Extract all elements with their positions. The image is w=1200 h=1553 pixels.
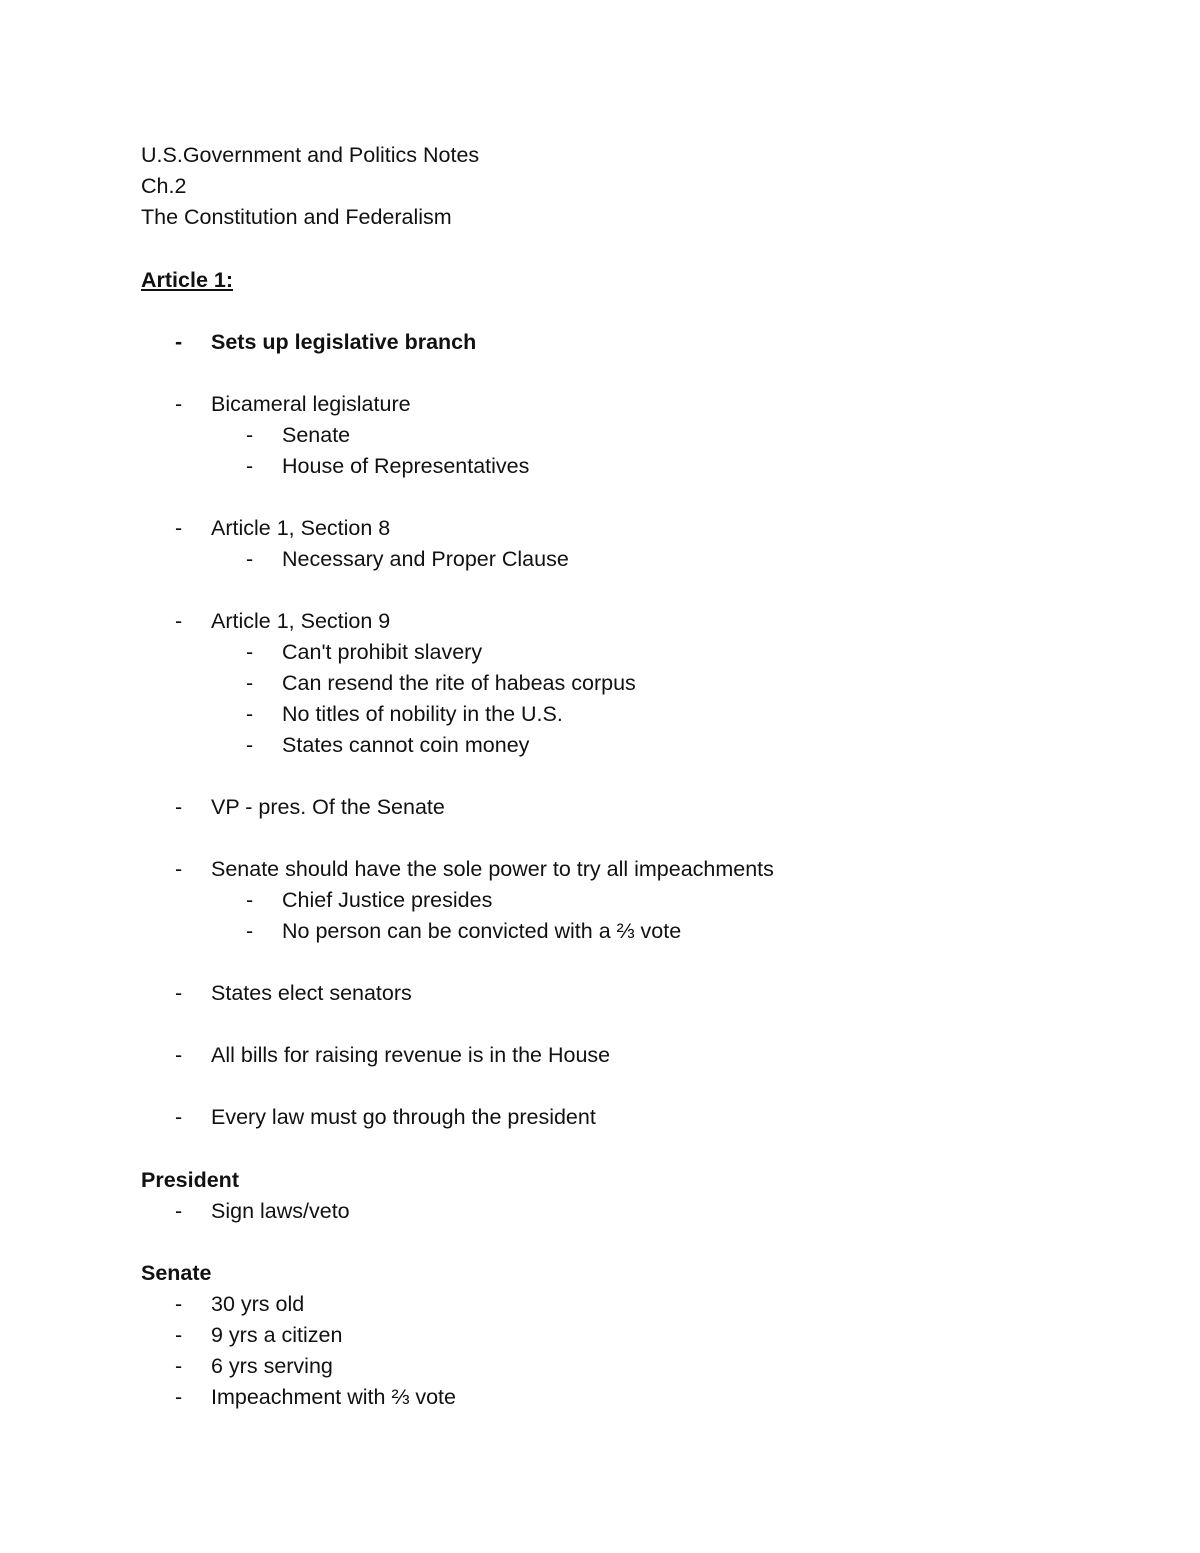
bullet-dash: - xyxy=(175,1354,183,1378)
president-heading: President xyxy=(141,1168,239,1192)
list-item: Senate should have the sole power to try all impeachments xyxy=(211,857,774,881)
sub-list-item: No titles of nobility in the U.S. xyxy=(282,702,563,726)
sub-list-item: House of Representatives xyxy=(282,454,530,478)
bullet-dash: - xyxy=(175,609,183,633)
sub-list-item: Chief Justice presides xyxy=(282,888,493,912)
bullet-dash: - xyxy=(175,981,183,1005)
bullet-dash: - xyxy=(246,640,254,664)
list-item: Sign laws/veto xyxy=(211,1199,350,1223)
sub-list-item: Necessary and Proper Clause xyxy=(282,547,569,571)
list-item: Bicameral legislature xyxy=(211,392,411,416)
chapter-label: Ch.2 xyxy=(141,174,187,198)
bullet-dash: - xyxy=(246,733,254,757)
bullet-dash: - xyxy=(246,919,254,943)
bullet-dash: - xyxy=(246,888,254,912)
bullet-dash: - xyxy=(175,392,183,416)
document-title: U.S.Government and Politics Notes xyxy=(141,143,480,167)
sub-list-item: States cannot coin money xyxy=(282,733,530,757)
bullet-dash: - xyxy=(246,702,254,726)
bullet-dash: - xyxy=(175,795,183,819)
list-item: 6 yrs serving xyxy=(211,1354,333,1378)
bullet-dash: - xyxy=(175,1043,183,1067)
bullet-dash: - xyxy=(175,1323,183,1347)
list-item: 30 yrs old xyxy=(211,1292,305,1316)
sub-list-item: Can resend the rite of habeas corpus xyxy=(282,671,636,695)
list-item: Article 1, Section 8 xyxy=(211,516,391,540)
sub-list-item: Senate xyxy=(282,423,351,447)
article1-heading: Article 1: xyxy=(141,268,234,292)
sub-list-item: No person can be convicted with a ⅔ vote xyxy=(282,919,682,943)
list-item: VP - pres. Of the Senate xyxy=(211,795,445,819)
bullet-dash: - xyxy=(175,1385,183,1409)
document-subtitle: The Constitution and Federalism xyxy=(141,205,452,229)
list-item: Article 1, Section 9 xyxy=(211,609,391,633)
bullet-dash: - xyxy=(175,1292,183,1316)
bullet-dash: - xyxy=(246,454,254,478)
sub-list-item: Can't prohibit slavery xyxy=(282,640,483,664)
list-item: 9 yrs a citizen xyxy=(211,1323,343,1347)
list-item: Sets up legislative branch xyxy=(211,330,477,354)
list-item: Impeachment with ⅔ vote xyxy=(211,1385,456,1409)
bullet-dash: - xyxy=(175,330,183,354)
senate-heading: Senate xyxy=(141,1261,212,1285)
bullet-dash: - xyxy=(175,1105,183,1129)
list-item: Every law must go through the president xyxy=(211,1105,596,1129)
bullet-dash: - xyxy=(246,423,254,447)
list-item: States elect senators xyxy=(211,981,412,1005)
bullet-dash: - xyxy=(246,671,254,695)
list-item: All bills for raising revenue is in the House xyxy=(211,1043,611,1067)
bullet-dash: - xyxy=(175,516,183,540)
bullet-dash: - xyxy=(175,857,183,881)
bullet-dash: - xyxy=(175,1199,183,1223)
bullet-dash: - xyxy=(246,547,254,571)
